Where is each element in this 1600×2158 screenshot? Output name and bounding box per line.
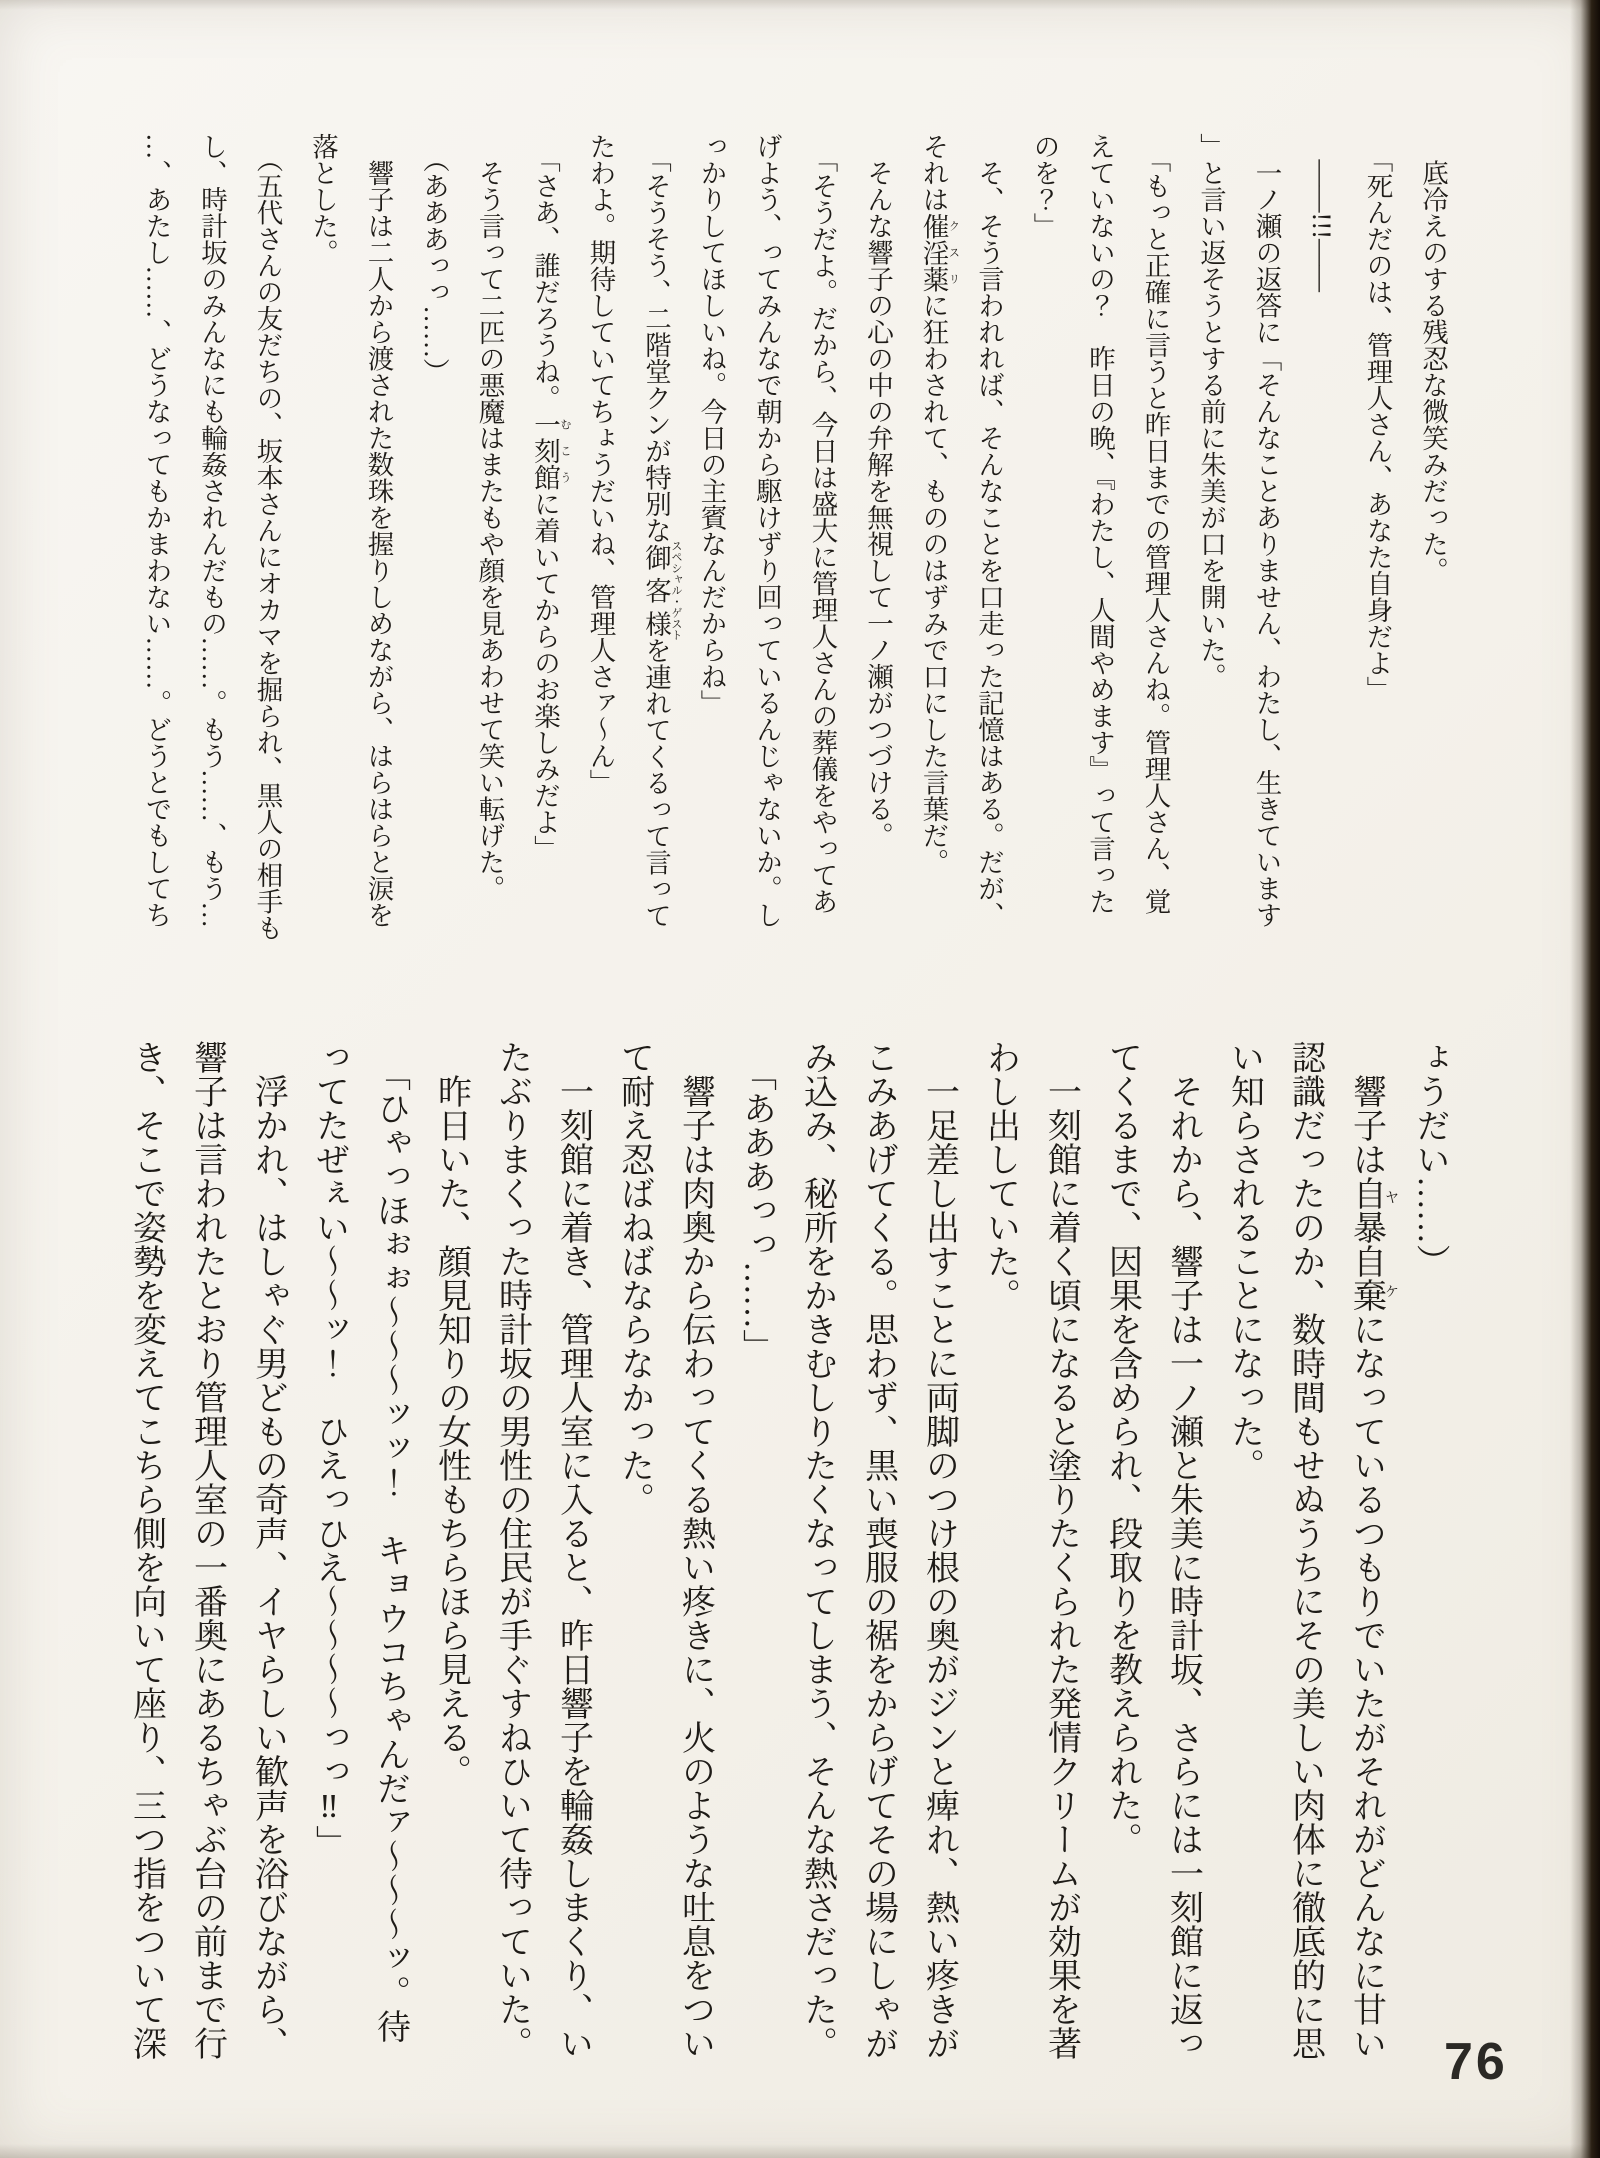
- text-column: そう言って二匹の悪魔はまたもや顔を見あわせて笑い転げた。: [474, 133, 505, 902]
- text-column: 一足差し出すことに両脚のつけ根の奥がジンと痺れ、熱い疼きが: [920, 1040, 958, 2060]
- text-column: 認識だったのか、数時間もせぬうちにその美しい肉体に徹底的に思: [1286, 1040, 1324, 2060]
- text-column: ――!!!――: [1307, 133, 1337, 292]
- top-text-block: [128, 133, 1460, 975]
- text-column: 浮かれ、はしゃぐ男どもの奇声、イヤらしい歓声を浴びながら、: [249, 1040, 287, 2060]
- text-column: い知らされることになった。: [1225, 1040, 1263, 1482]
- text-column: 響子は自暴自棄ヤケになっているつもりでいたがそれがどんなに甘い: [1347, 1040, 1399, 2060]
- text-column: のを？」: [1029, 133, 1060, 239]
- text-column: （五代さんの友だちの、坂本さんにオカマを掘られ、黒人の相手も: [252, 133, 283, 942]
- page-right-edge-shadow: [1570, 0, 1600, 2158]
- text-column: 一刻館に着き、管理人室に入ると、昨日響子を輪姦しまくり、い: [554, 1040, 592, 2060]
- text-column: 「そうそう、二階堂クンが特別な御客様 スペシャル・ゲストを連れてくるって言って: [641, 133, 682, 929]
- text-column: たぶりまくった時計坂の男性の住民が手ぐすねひいて待っていた。: [493, 1040, 531, 2060]
- text-column: 響子は二人から渡された数珠を握りしめながら、はらはらと涙を: [363, 133, 394, 928]
- text-column: 昨日いた、顔見知りの女性もちらほら見える。: [432, 1040, 470, 1788]
- page-bottom-edge-shadow: [0, 2144, 1600, 2158]
- text-column: 「そうだよ。だから、今日は盛大に管理人さんの葬儀をやってあ: [807, 133, 838, 915]
- text-column: し、時計坂のみんなにも輪姦されんだもの……。もう……、もう…: [197, 133, 227, 928]
- text-column: て耐え忍ばねばならなかった。: [615, 1040, 653, 1516]
- text-column: そんな響子の心の中の弁解を無視して一ノ瀬がつづける。: [863, 133, 893, 849]
- text-column: …、あたし……、どうなってもかまわない……。どうとでもしてち: [141, 133, 172, 928]
- text-column: 「さあ、誰だろうね。一刻館 むこうに着いてからのお楽しみだよ」: [530, 133, 571, 862]
- text-column: それは催淫薬 クスリに狂わされて、もののはずみで口にした言葉だ。: [918, 133, 960, 875]
- text-column: 響子は肉奥から伝わってくる熱い疼きに、火のような吐息をつい: [676, 1040, 714, 2060]
- text-column: 一刻館に着く頃になると塗りたくられた発情クリームが効果を著: [1042, 1040, 1080, 2060]
- text-column: 一ノ瀬の返答に「そんなことありません、わたし、生きています: [1251, 133, 1282, 928]
- ruby-annotated-word: 自暴自棄ヤケ: [1347, 1176, 1399, 1312]
- text-column: 「あああっっ……」: [737, 1040, 775, 1363]
- text-column: わし出していた。: [981, 1040, 1019, 1312]
- text-column: 「ひゃっほぉぉ〜〜〜ッッ！ キョウコちゃんだァ〜〜〜ッ。待: [371, 1040, 409, 2043]
- page-top-edge-shadow: [0, 0, 1600, 10]
- text-column: 」と言い返そうとする前に朱美が口を開いた。: [1196, 133, 1226, 690]
- text-column: 落とした。: [308, 133, 338, 266]
- text-column: 「死んだのは、管理人さん、あなた自身だよ」: [1362, 133, 1393, 703]
- text-column: み込み、秘所をかきむしりたくなってしまう、そんな熱さだった。: [798, 1040, 836, 2060]
- text-column: それから、響子は一ノ瀬と朱美に時計坂、さらには一刻館に返っ: [1164, 1040, 1202, 2060]
- text-column: っかりしてほしいね。今日の主賓なんだからね」: [696, 133, 727, 716]
- text-column: （あああっっ……）: [419, 133, 449, 385]
- text-column: ょうだい……）: [1411, 1040, 1448, 1278]
- text-column: てくるまで、因果を含められ、段取りを教えられた。: [1103, 1040, 1141, 1856]
- text-column: たわよ。期待していてちょうだいね、管理人さァ〜ん」: [585, 133, 616, 796]
- text-column: えていないの？ 昨日の晩、『わたし、人間やめます』って言った: [1085, 133, 1115, 915]
- ruby-annotated-word: 御客様 スペシャル・ゲスト: [641, 540, 682, 641]
- ruby-annotated-word: 一刻館 むこう: [530, 411, 571, 491]
- text-column: こみあげてくる。思わず、黒い喪服の裾をからげてその場にしゃが: [859, 1040, 897, 2060]
- ruby-annotated-word: 催淫薬 クスリ: [918, 212, 960, 292]
- text-column: そ、そう言われれば、そんなことを口走った記憶はある。だが、: [974, 133, 1004, 928]
- text-column: げよう、ってみんなで朝から駆けずり回っているんじゃないか。し: [752, 133, 782, 928]
- rotated-punctuation: !!!: [1307, 212, 1337, 239]
- text-column: ってたぜぇい〜〜ッ！ ひえっひえ〜〜〜〜っっ‼」: [310, 1040, 348, 1859]
- text-column: 底冷えのする残忍な微笑みだった。: [1418, 133, 1448, 584]
- bottom-text-block: [116, 1040, 1461, 2102]
- text-column: 「もっと正確に言うと昨日までの管理人さんね。管理人さん、覚: [1140, 133, 1171, 915]
- text-column: き、そこで姿勢を変えてこちら側を向いて座り、三つ指をついて深: [127, 1040, 165, 2060]
- text-column: 響子は言われたとおり管理人室の一番奥にあるちゃぶ台の前まで行: [188, 1040, 226, 2060]
- page-number: 76: [1444, 2033, 1508, 2091]
